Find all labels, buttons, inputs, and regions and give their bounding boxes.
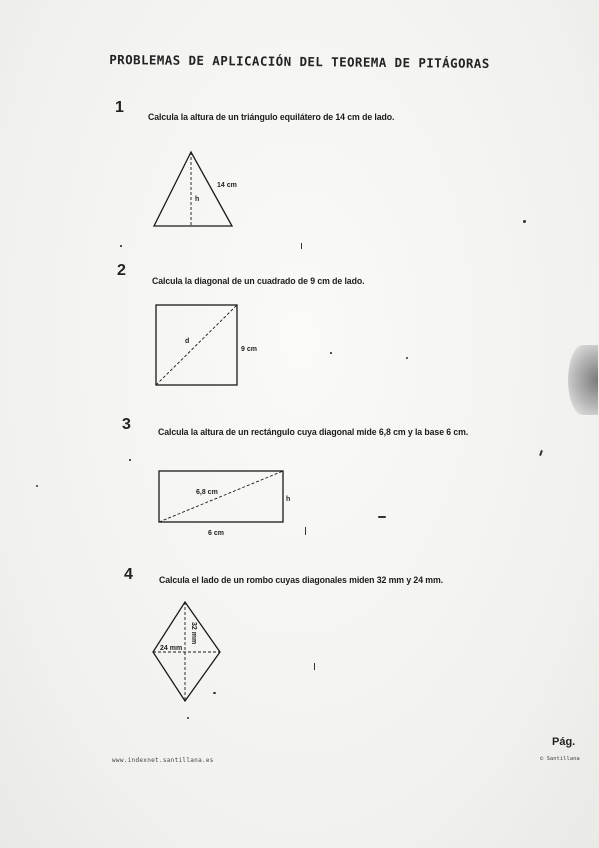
rhombus-long-diagonal-label: 32 mm xyxy=(190,622,197,645)
rhombus-short-diagonal-label: 24 mm xyxy=(160,645,183,652)
scan-speck xyxy=(301,243,302,249)
rectangle-figure xyxy=(156,468,296,540)
problem-2-text: Calcula la diagonal de un cuadrado de 9 cm de lado. xyxy=(152,276,365,287)
scan-speck xyxy=(406,357,408,359)
rhombus-figure xyxy=(150,600,230,705)
scan-speck xyxy=(213,692,216,694)
footer-page-label: Pág. xyxy=(552,736,576,748)
problem-4-text: Calcula el lado de un rombo cuyas diagonales miden 32 mm y 24 mm. xyxy=(159,575,443,586)
scan-speck xyxy=(330,352,332,354)
footer-url: www.indexnet.santillana.es xyxy=(112,757,214,764)
problem-3-number: 3 xyxy=(122,416,131,433)
scan-speck xyxy=(36,485,38,487)
rectangle-height-label: h xyxy=(286,496,291,503)
problem-3-text: Calcula la altura de un rectángulo cuya diagonal mide 6,8 cm y la base 6 cm. xyxy=(158,427,469,438)
square-diagonal-label: d xyxy=(185,338,190,345)
problem-2-number: 2 xyxy=(117,262,126,279)
rectangle-base-label: 6 cm xyxy=(208,530,224,537)
scan-speck xyxy=(378,516,386,518)
problem-1-text: Calcula la altura de un triángulo equilátero de 14 cm de lado. xyxy=(148,112,395,123)
scan-speck xyxy=(314,663,315,670)
footer-publisher: © Santillana xyxy=(540,756,580,762)
scan-speck xyxy=(187,717,189,719)
triangle-height-label: h xyxy=(195,196,200,203)
scan-speck xyxy=(523,220,526,223)
scan-speck xyxy=(129,459,131,461)
worksheet-title: PROBLEMAS DE APLICACIÓN DEL TEOREMA DE PITÁGORAS xyxy=(109,52,490,71)
square-diagonal-line xyxy=(156,305,237,385)
square-figure xyxy=(153,303,268,389)
scan-shadow xyxy=(568,345,598,415)
problem-1-number: 1 xyxy=(115,99,124,116)
triangle-side-label: 14 cm xyxy=(217,182,237,189)
square-side-label: 9 cm xyxy=(241,346,257,353)
scan-speck xyxy=(305,527,306,535)
scan-speck xyxy=(120,245,122,247)
triangle-shape xyxy=(154,152,232,226)
rectangle-diagonal-line xyxy=(159,471,283,522)
equilateral-triangle-figure xyxy=(150,148,240,230)
problem-4-number: 4 xyxy=(124,566,133,583)
scan-speck xyxy=(539,450,543,456)
rectangle-diagonal-label: 6,8 cm xyxy=(196,489,218,496)
